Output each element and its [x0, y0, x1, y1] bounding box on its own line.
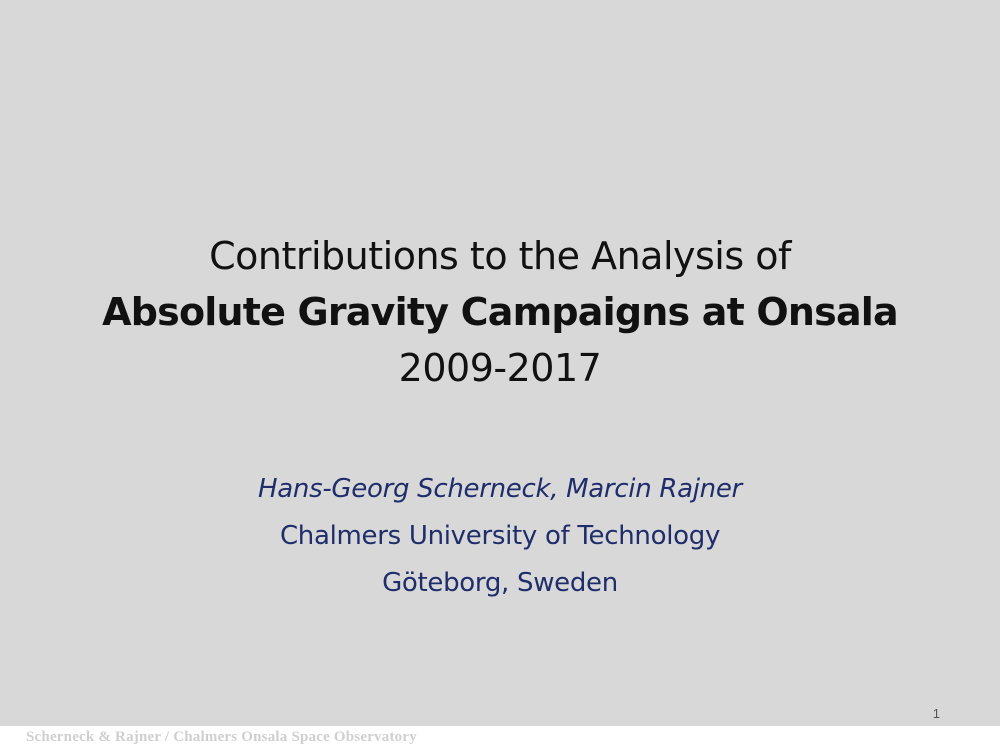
affiliation-line: Chalmers University of Technology: [279, 521, 721, 551]
location-line: Göteborg, Sweden: [382, 568, 618, 598]
authors-line: Hans-Georg Scherneck, Marcin Rajner: [258, 474, 742, 504]
title-line-3: 2009-2017: [398, 346, 602, 390]
title-line-1: Contributions to the Analysis of: [209, 234, 791, 278]
title-line-2: Absolute Gravity Campaigns at Onsala: [102, 290, 898, 334]
footer-text: Scherneck & Rajner / Chalmers Onsala Space Observatory: [26, 729, 417, 745]
page-number: 1: [932, 706, 940, 721]
slide-title: [0, 228, 1000, 396]
footer-bar: [0, 726, 1000, 750]
slide-subtitle: [0, 466, 1000, 607]
